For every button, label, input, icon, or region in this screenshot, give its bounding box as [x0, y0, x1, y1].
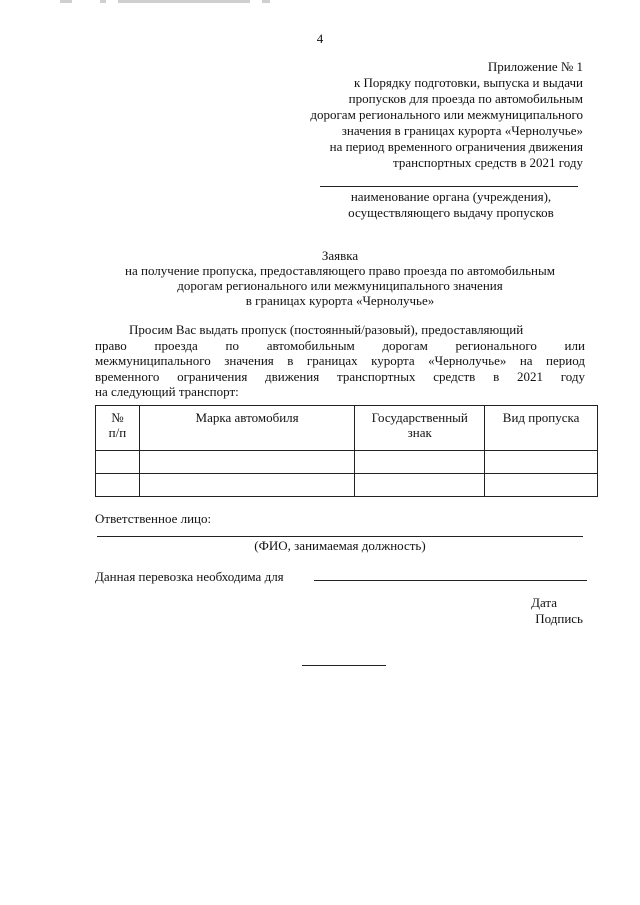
header-pass-type: Вид пропуска: [485, 406, 598, 451]
appendix-line: пропусков для проезда по автомобильным: [348, 91, 583, 106]
request-word: «Чернолучье»: [428, 353, 507, 368]
cell-car-brand[interactable]: [139, 474, 354, 497]
request-word: право: [95, 337, 127, 353]
header-plate-line: Государственный: [371, 410, 468, 425]
scan-edge: [0, 0, 640, 6]
request-line: Просим Вас выдать пропуск (постоянный/разовый), предоставляющий: [129, 322, 524, 337]
request-paragraph: [95, 322, 585, 400]
purpose-label: Данная перевозка необходима для: [95, 569, 284, 584]
header-number-abbr: п/п: [108, 425, 127, 440]
request-word: транспортных: [336, 368, 416, 384]
title-line: в границах курорта «Чернолучье»: [245, 293, 435, 308]
appendix-block: [253, 59, 583, 171]
cell-number[interactable]: [96, 451, 140, 474]
request-word: в: [287, 353, 294, 368]
request-word: значения: [224, 353, 274, 368]
page-number: 4: [316, 31, 324, 46]
title-heading: Заявка: [321, 248, 359, 263]
request-word: году: [560, 368, 585, 384]
responsible-caption: (ФИО, занимаемая должность): [254, 538, 426, 553]
request-word: автомобильным: [266, 337, 355, 353]
responsible-label: Ответственное лицо:: [95, 511, 212, 526]
request-line: [95, 369, 585, 385]
scan-mark: [118, 0, 250, 3]
vehicle-table: [95, 405, 598, 497]
request-word: границах: [306, 353, 358, 368]
signature-label: Подпись: [535, 611, 583, 626]
appendix-line: значения в границах курорта «Чернолучье»: [341, 123, 583, 138]
purpose-field[interactable]: [314, 580, 587, 581]
cell-pass-type[interactable]: [485, 451, 598, 474]
request-word: проезда: [154, 337, 198, 353]
request-word: или: [564, 337, 585, 353]
agency-caption-line: осуществляющего выдачу пропусков: [348, 205, 554, 220]
table-header-row: [96, 406, 598, 451]
header-plate-line: знак: [407, 425, 432, 440]
request-line: на следующий транспорт:: [95, 384, 239, 399]
cell-pass-type[interactable]: [485, 474, 598, 497]
request-word: период: [546, 353, 585, 368]
request-word: 2021: [516, 368, 543, 384]
request-line: [95, 353, 585, 369]
request-word: по: [225, 337, 239, 353]
header-number-sign: №: [111, 410, 124, 425]
agency-caption-line: наименование органа (учреждения),: [350, 189, 552, 204]
header-plate: [355, 406, 485, 451]
appendix-line: транспортных средств в 2021 году: [393, 155, 583, 170]
end-divider: [302, 665, 386, 666]
request-word: ограничения: [177, 368, 248, 384]
request-word: дорогам: [382, 337, 428, 353]
appendix-line: на период временного ограничения движения: [329, 139, 583, 154]
scan-mark: [60, 0, 72, 3]
appendix-title: Приложение № 1: [487, 59, 583, 74]
request-word: движения: [265, 368, 320, 384]
cell-plate[interactable]: [355, 451, 485, 474]
cell-plate[interactable]: [355, 474, 485, 497]
request-word: на: [519, 353, 533, 368]
appendix-line: к Порядку подготовки, выпуска и выдачи: [353, 75, 583, 90]
scan-mark: [262, 0, 270, 3]
date-label: Дата: [531, 595, 557, 610]
agency-caption: [318, 189, 584, 221]
request-word: временного: [95, 368, 160, 384]
cell-car-brand[interactable]: [139, 451, 354, 474]
appendix-line: дорогам регионального или межмуниципального: [310, 107, 583, 122]
request-title: [85, 248, 595, 308]
request-line: [95, 338, 585, 354]
request-word: в: [493, 368, 500, 384]
responsible-person-field[interactable]: [97, 536, 583, 537]
table-row: [96, 451, 598, 474]
table-row: [96, 474, 598, 497]
header-number: [96, 406, 140, 451]
title-line: на получение пропуска, предоставляющего право проезда по автомобильным: [125, 263, 555, 278]
request-word: межмуниципального: [95, 353, 211, 368]
scan-mark: [100, 0, 106, 3]
title-line: дорогам регионального или межмуниципального значения: [177, 278, 503, 293]
cell-number[interactable]: [96, 474, 140, 497]
agency-name-field[interactable]: [320, 186, 578, 187]
request-word: регионального: [455, 337, 537, 353]
request-word: средств: [433, 368, 476, 384]
header-car-brand: Марка автомобиля: [139, 406, 354, 451]
request-word: курорта: [371, 353, 415, 368]
